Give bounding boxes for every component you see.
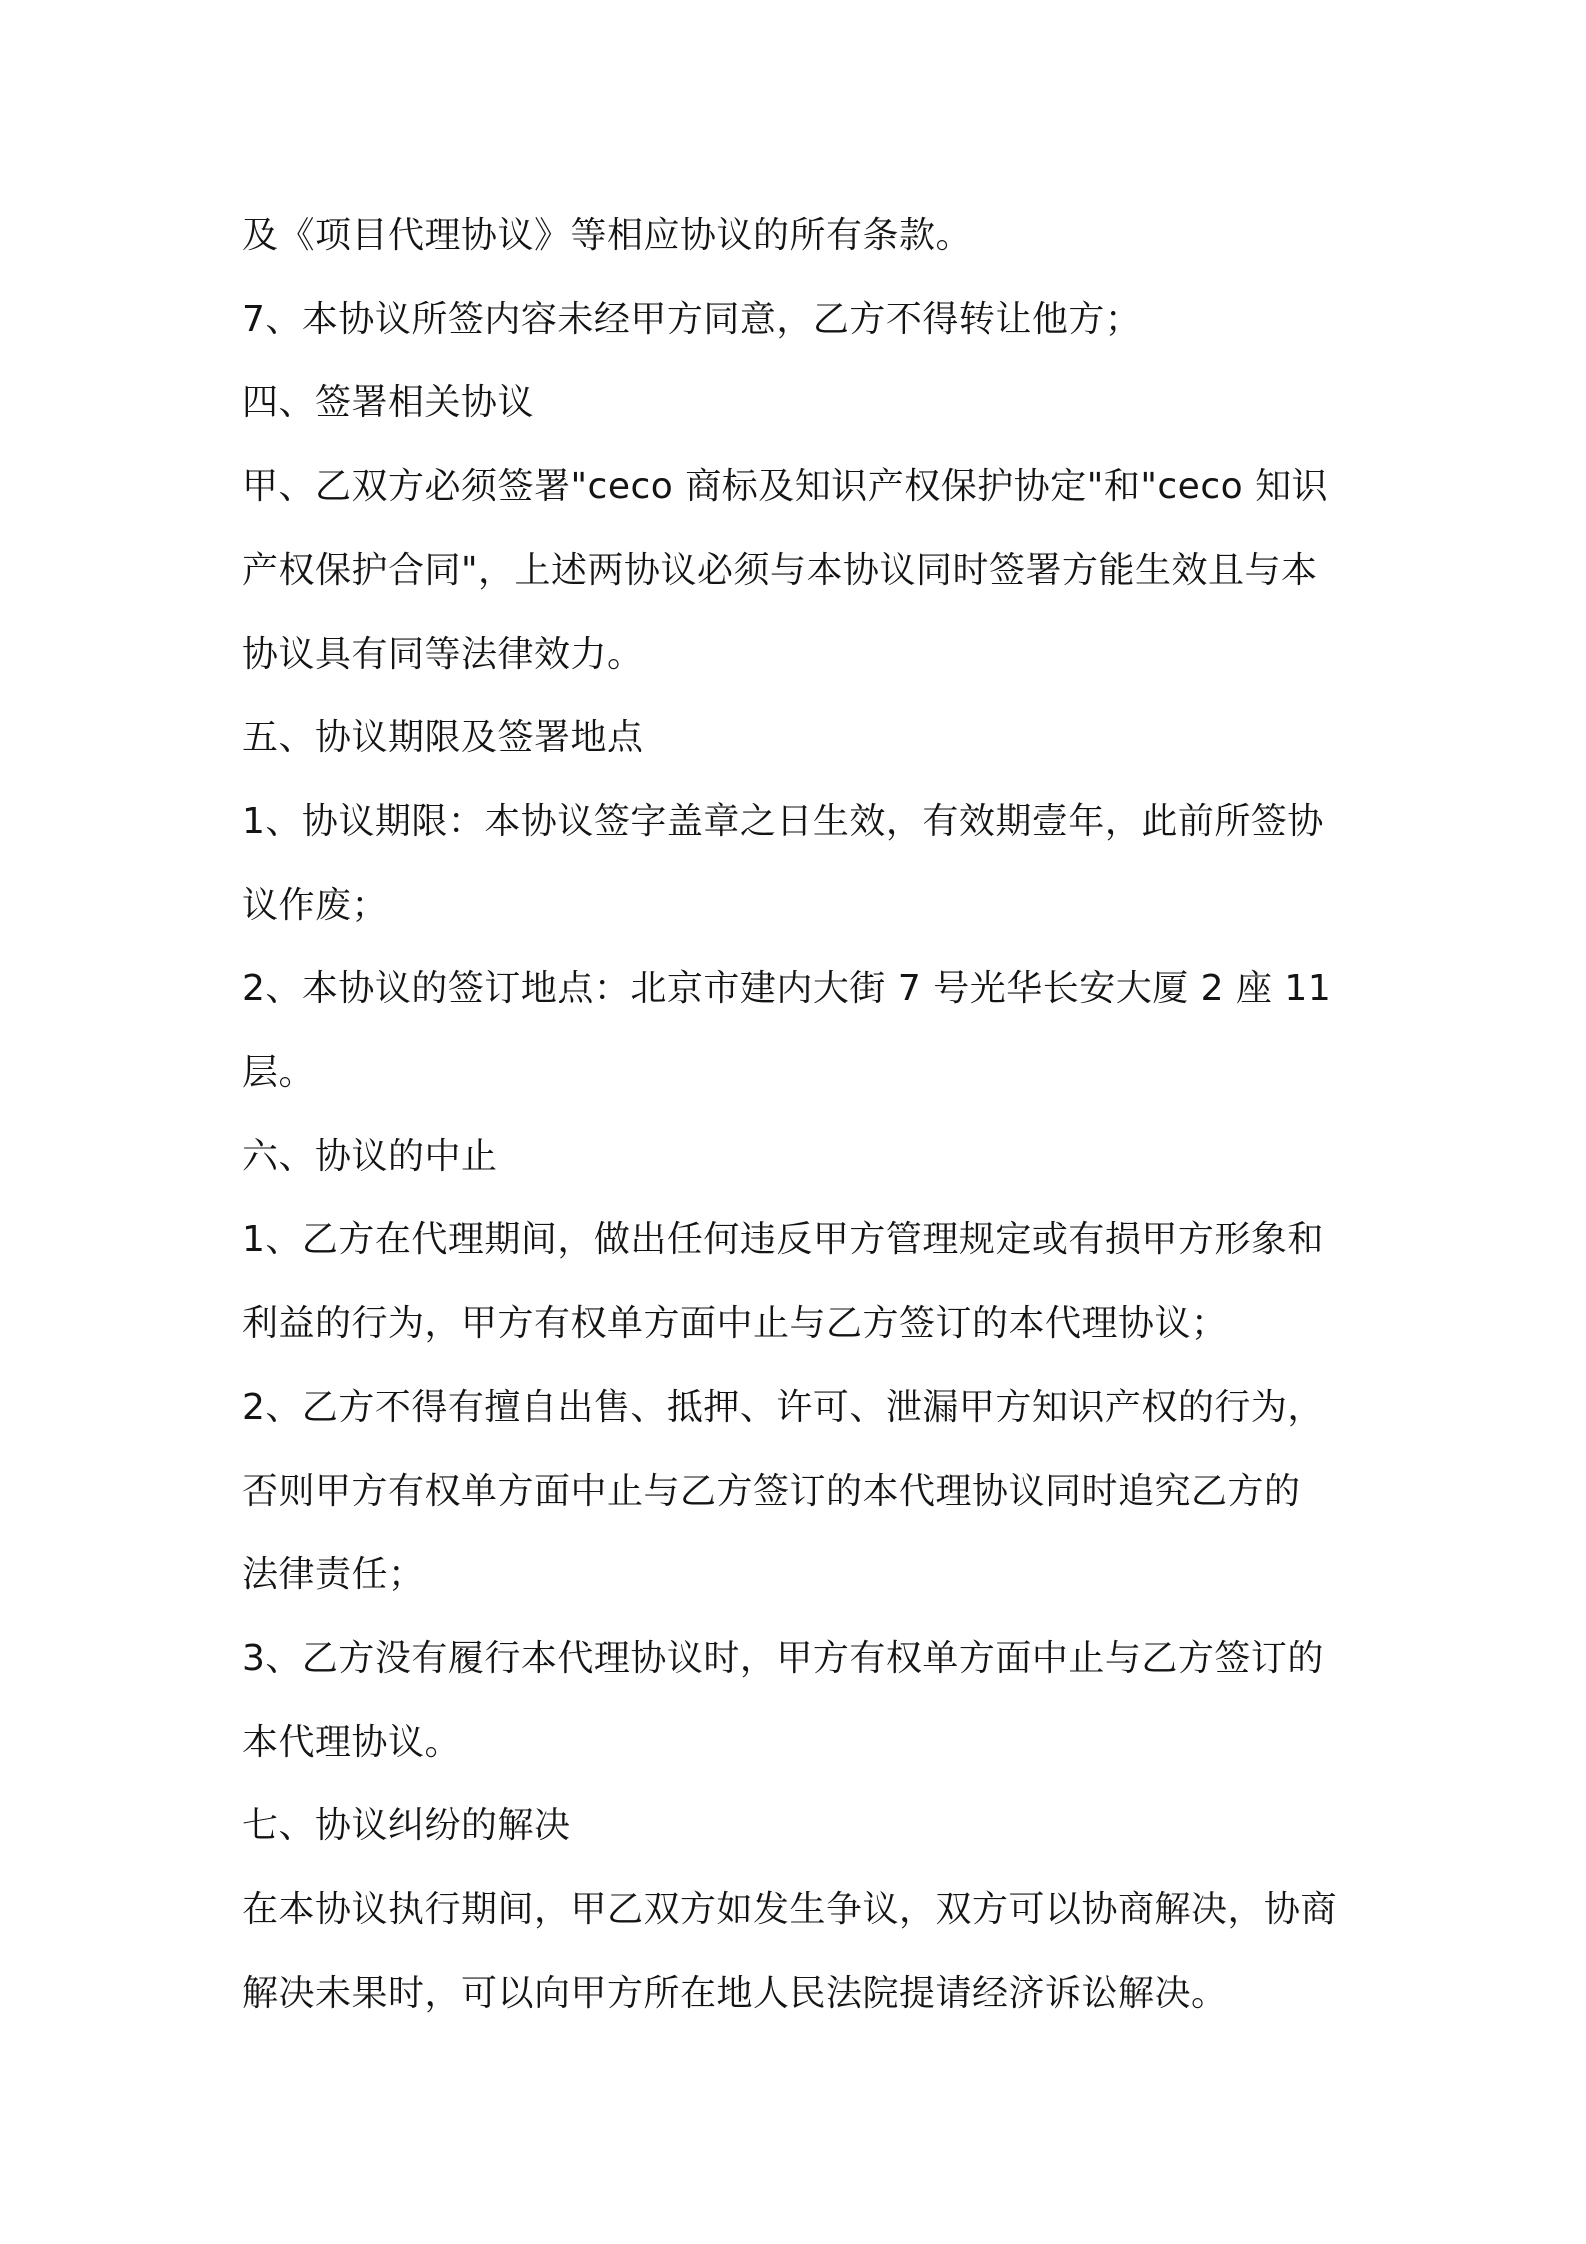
section-heading: 四、签署相关协议 <box>242 382 535 424</box>
clause-text: 否则甲方有权单方面中止与乙方签订的本代理协议同时追究乙方的 <box>242 1470 1301 1512</box>
clause-text: 1、协议期限：本协议签字盖章之日生效，有效期壹年，此前所签协 <box>242 800 1324 842</box>
clause-text: 甲、乙双方必须签署"ceco 商标及知识产权保护协定"和"ceco 知识 <box>242 466 1329 508</box>
clause-text: 7、本协议所签内容未经甲方同意，乙方不得转让他方； <box>242 298 1142 340</box>
clause-text: 2、乙方不得有擅自出售、抵押、许可、泄漏甲方知识产权的行为， <box>242 1386 1324 1428</box>
clause-text: 3、乙方没有履行本代理协议时，甲方有权单方面中止与乙方签订的 <box>242 1637 1324 1679</box>
section-heading: 五、协议期限及签署地点 <box>242 717 644 759</box>
clause-text: 及《项目代理协议》等相应协议的所有条款。 <box>242 215 973 256</box>
clause-text: 产权保护合同"，上述两协议必须与本协议同时签署方能生效且与本 <box>242 549 1318 591</box>
document-body <box>242 194 1362 2035</box>
section-heading: 七、协议纠纷的解决 <box>242 1805 571 1847</box>
clause-text: 法律责任； <box>242 1554 425 1596</box>
clause-text: 议作废； <box>242 884 389 926</box>
clause-text: 本代理协议。 <box>242 1721 462 1763</box>
clause-text: 1、乙方在代理期间，做出任何违反甲方管理规定或有损甲方形象和 <box>242 1219 1324 1261</box>
clause-text: 层。 <box>242 1052 316 1094</box>
clause-text: 2、本协议的签订地点：北京市建内大街 7 号光华长安大厦 2 座 11 <box>242 968 1332 1010</box>
clause-text: 协议具有同等法律效力。 <box>242 633 644 675</box>
clause-text: 利益的行为，甲方有权单方面中止与乙方签订的本代理协议； <box>242 1303 1228 1345</box>
section-heading: 六、协议的中止 <box>242 1135 498 1177</box>
clause-text: 解决未果时，可以向甲方所在地人民法院提请经济诉讼解决。 <box>242 1972 1228 2014</box>
clause-text: 在本协议执行期间，甲乙双方如发生争议，双方可以协商解决，协商 <box>242 1889 1338 1931</box>
